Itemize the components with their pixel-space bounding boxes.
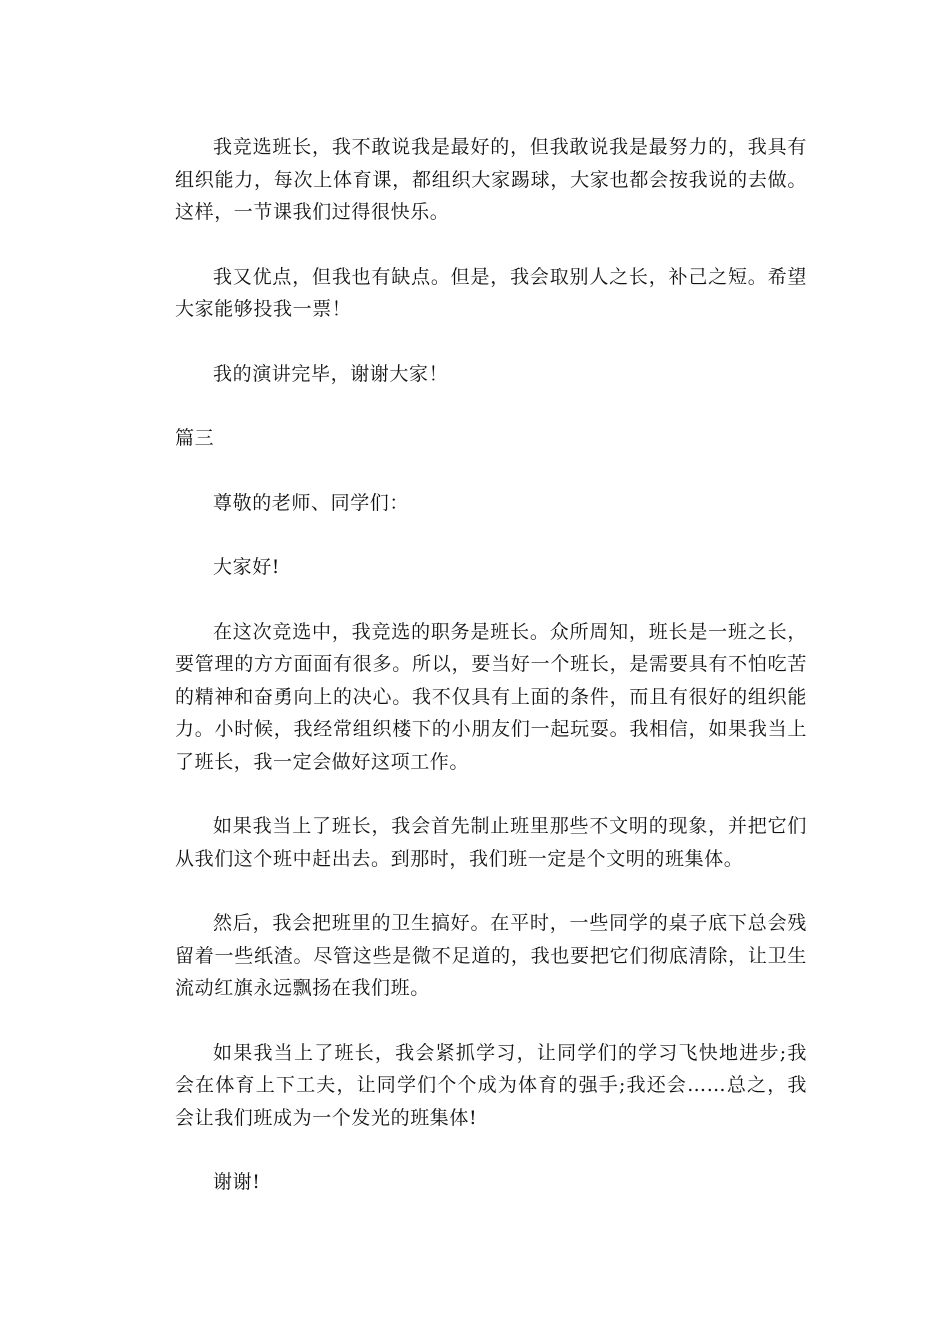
paragraph: 我的演讲完毕，谢谢大家！ — [213, 362, 449, 385]
closing: 谢谢! — [213, 1171, 261, 1193]
section-heading: 篇三 — [175, 427, 215, 449]
salutation: 尊敬的老师、同学们： — [213, 491, 410, 514]
greeting: 大家好! — [213, 556, 281, 578]
paragraph: 如果我当上了班长，我会首先制止班里那些不文明的现象，并把它们从我们这个班中赶出去。到那时，我们班一定是个文明的班集体。 — [175, 815, 807, 870]
paragraph: 我又优点，但我也有缺点。但是，我会取别人之长，补己之短。希望大家能够投我一票！ — [175, 265, 807, 320]
paragraph: 如果我当上了班长，我会紧抓学习，让同学们的学习飞快地进步;我会在体育上下工夫，让同学们个个成为体育的强手;我还会……总之，我会让我们班成为一个发光的班集体! — [175, 1041, 807, 1129]
paragraph: 然后，我会把班里的卫生搞好。在平时，一些同学的桌子底下总会残留着一些纸渣。尽管这些是微不足道的，我也要把它们彻底清除，让卫生流动红旗永远飘扬在我们班。 — [175, 912, 807, 999]
document-body — [175, 131, 807, 1231]
paragraph: 我竞选班长，我不敢说我是最好的，但我敢说我是最努力的，我具有组织能力，每次上体育课，都组织大家踢球，大家也都会按我说的去做。这样，一节课我们过得很快乐。 — [175, 136, 807, 223]
paragraph: 在这次竞选中，我竞选的职务是班长。众所周知，班长是一班之长，要管理的方方面面有很多。所以，要当好一个班长，是需要具有不怕吃苦的精神和奋勇向上的决心。我不仅具有上面的条件，而且有很好的组织能力。小时候，我经常组织楼下的小朋友们一起玩耍。我相信，如果我当上了班长，我一定会做好这项工作。 — [175, 620, 807, 773]
